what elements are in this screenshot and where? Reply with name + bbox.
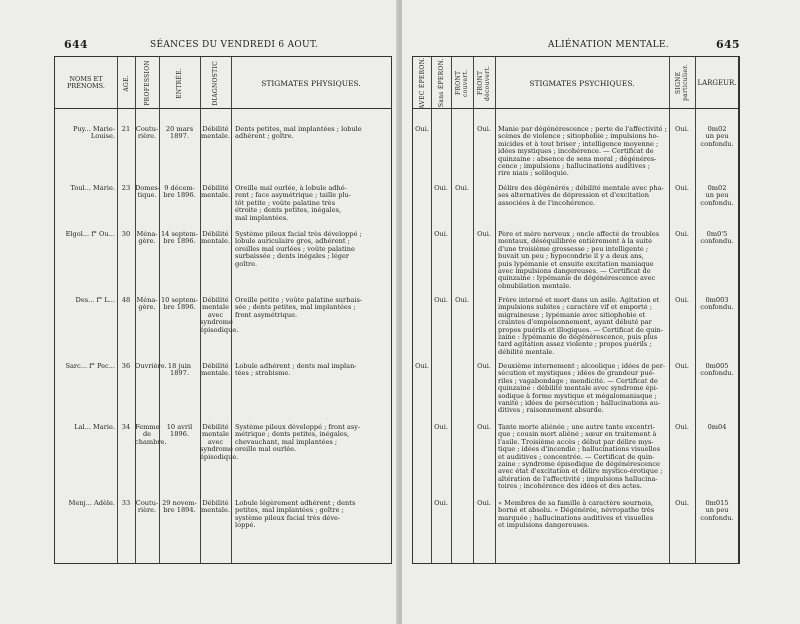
cell-entree: 29 novem- bre 1894. [162, 499, 197, 515]
cell-profession: Domes- tique. [135, 184, 161, 200]
cell-profession: Ména- gère. [136, 230, 158, 246]
cell-largeur: 0m015 un peu confondu. [700, 499, 734, 522]
cell-front-decouvert: Oui. [477, 423, 491, 431]
header-signe-particulier: SIGNE particulier. [675, 64, 689, 102]
cell-stigmates: Manie par dégénérescence ; perte de l'affectivité ; scènes de violence ; sitiophobie ; impulsions ho- micides et à tout briser ; intelligence moyenne ; idées mystiques ; incohérence. — Certificat de quinzaine : absence de sens moral ; dégénéres- cence ; impulsions ; hallucinations auditives ; rire niais ; soliloquie. [498, 125, 667, 178]
left-page-number: 644 [64, 38, 88, 51]
cell-nom: Lal... Marie. [74, 423, 115, 431]
cell-age: 23 [121, 184, 131, 192]
cell-sans-eperon: Oui. [434, 296, 448, 304]
cell-front-decouvert: Oui. [477, 230, 491, 238]
cell-nom: Elgol... f° Ou... [65, 230, 115, 238]
cell-stigmates: Système pileux développé ; front asy- métrique ; dents petites, inégales, chevauchant, mal implantées ; oreille mal ourlée. [235, 423, 361, 454]
cell-stigmates: Oreille mal ourlée, à lobule adhé- rent ; face asymétrique ; taille plu- tôt petite ; voûte palatine très étroite ; dents petites, inégales, mal implantées. [235, 184, 352, 222]
cell-diagnostic: Débilité mentale. [200, 499, 231, 515]
cell-front-couvert: Oui. [455, 296, 469, 304]
cell-stigmates: Dents petites, mal implantées ; lobule adhérent ; goître. [235, 125, 362, 141]
header-profession: PROFESSION [143, 60, 151, 106]
cell-profession: Coutu- rière. [135, 125, 159, 141]
cell-sans-eperon: Oui. [434, 184, 448, 192]
cell-stigmates: Lobule légèrement adhérent ; dents petites, mal implantées ; goître ; système pileux facial très déve- loppé. [235, 499, 356, 530]
cell-front-couvert: Oui. [455, 184, 469, 192]
cell-entree: 20 mars 1897. [165, 125, 194, 141]
cell-front-decouvert: Oui. [477, 362, 491, 370]
header-noms: NOMS ET PRÉNOMS. [67, 75, 105, 90]
right-page-number: 645 [716, 38, 740, 51]
cell-front-decouvert: Oui. [477, 499, 491, 507]
cell-entree: 18 juin 1897. [167, 362, 192, 378]
header-largeur: LARGEUR. [697, 78, 737, 87]
cell-entree: 9 décem- bre 1896. [163, 184, 196, 200]
header-sans-eperon: Sans ÉPERON. [437, 58, 445, 108]
cell-diagnostic: Débilité mentale avec syndrome épisodique. [200, 423, 239, 461]
header-entree: ENTRÉE. [176, 67, 183, 99]
cell-age: 33 [121, 499, 131, 507]
right-page [402, 0, 800, 624]
cell-nom: Puy... Marie- Louise. [73, 125, 115, 141]
cell-stigmates: Lobule adhérent ; dents mal implan- tées ; strabisme. [235, 362, 357, 378]
cell-entree: 10 avril 1896. [166, 423, 193, 439]
cell-stigmates: Système pileux facial très développé ; lobule auriculaire gros, adhérent ; oreilles mal ourlées ; voûte palatine surbaissée ; dents inégales ; léger goître. [235, 230, 362, 268]
cell-signe: Oui. [675, 184, 689, 192]
cell-stigmates: Deuxième internement ; alcoolique ; idées de per- sécution et mystiques ; idées de grandeur pué- riles ; vagabondage ; mendicité. — Certificat de quinzaine : débilité mentale avec syndrome épi- sodique à forme mystique et mégalomaniaque ; vanité ; idées de persécution ; hallucinations au- ditives ; raisonnement absurde. [498, 362, 666, 415]
cell-profession: Coutu- rière. [135, 499, 159, 515]
cell-largeur: 0m0'5 confondu. [700, 230, 734, 246]
cell-nom: Des... f° L... [75, 296, 115, 304]
cell-diagnostic: Débilité mentale. [200, 230, 231, 246]
cell-nom: Sarc... f° Pec... [65, 362, 115, 370]
cell-avec-eperon: Oui. [415, 362, 429, 370]
cell-entree: 10 septem- bre 1896. [160, 296, 199, 312]
cell-stigmates: « Membres de sa famille à caractère sournois, borné et absolu. » Dégénérée, névropathe très marquée ; hallucinations auditives et visuelles et impulsions dangereuses. [498, 499, 655, 530]
cell-signe: Oui. [675, 499, 689, 507]
right-running-head: ALIÉNATION MENTALE. [548, 40, 669, 50]
cell-stigmates: Délire des dégénérés ; débilité mentale avec pha- ses alternatives de dépression et d'excitation associées à de l'incohérence. [498, 184, 664, 207]
cell-signe: Oui. [675, 362, 689, 370]
cell-age: 34 [121, 423, 131, 431]
cell-sans-eperon: Oui. [434, 499, 448, 507]
cell-largeur: 0m04 [707, 423, 727, 431]
cell-diagnostic: Débilité mentale. [200, 125, 231, 141]
cell-stigmates: Frère interné et mort dans un asile. Agitation et impulsions subites ; caractère vif et emporté ; migraineuse ; lypémanie avec sitiophobie et craintes d'empoisonnement, ayant débuté par propos puérils et illogiques. — Certificat de quin- zaine : lypémanie de dégénérescence, puis plus tard agitation assez violente ; propos puérils ; débilité mentale. [498, 296, 664, 356]
cell-stigmates: Père et mère nerveux ; oncle affecté de troubles mentaux, déséquilibrée entièrement à la suite d'une troisième grossesse ; peu intelligente ; buvait un peu ; hypocondrie il y a deux ans, puis lypémanie et ensuite excitation maniaque avec impulsions dangereuses. — Certificat de quinzaine : lypémanie de dégénérescence avec obnubilation mentale. [498, 230, 660, 290]
cell-age: 36 [121, 362, 131, 370]
header-avec-eperon: AVEC ÉPERON. [418, 57, 426, 109]
physical-stigmata-table [54, 56, 392, 564]
cell-diagnostic: Débilité mentale avec syndrome épisodique. [200, 296, 239, 334]
cell-age: 21 [121, 125, 131, 133]
left-page [0, 0, 398, 624]
header-stigmates-psychiques: STIGMATES PSYCHIQUES. [529, 78, 635, 88]
cell-age: 30 [121, 230, 131, 238]
header-diagnostic: DIAGNOSTIC [212, 60, 219, 106]
cell-largeur: 0m005 confondu. [700, 362, 734, 378]
cell-stigmates: Tante morte aliénée ; une autre tante excentri- que ; cousin mort aliéné ; sœur en traitement à l'asile. Troisième accès ; début par délire mys- tique ; idées d'incendie ; hallucinations visuelles et auditives ; concentrée. — Certificat de quin- zaine : syndrome épisodique de dégénérescence avec état d'excitation et délire mystico-érotique ; altération de l'affectivité ; impulsions hallucina- toires ; incohérence des idées et des actes. [498, 423, 663, 491]
cell-profession: Ouvrière. [135, 362, 167, 370]
cell-largeur: 0m02 un peu confondu. [700, 125, 734, 148]
cell-avec-eperon: Oui. [415, 125, 429, 133]
psychic-stigmata-table [412, 56, 740, 564]
cell-profession: Ména- gère. [136, 296, 158, 312]
header-age: AGE. [122, 74, 130, 92]
cell-nom: Menj... Adèle. [68, 499, 115, 507]
cell-signe: Oui. [675, 125, 689, 133]
cell-diagnostic: Débilité mentale. [200, 184, 231, 200]
left-running-head: SÉANCES DU VENDREDI 6 AOUT. [150, 40, 319, 50]
cell-diagnostic: Débilité mentale. [200, 362, 231, 378]
cell-nom: Toul... Marie. [70, 184, 115, 192]
cell-front-decouvert: Oui. [477, 125, 491, 133]
cell-largeur: 0m02 un peu confondu. [700, 184, 734, 207]
cell-sans-eperon: Oui. [434, 423, 448, 431]
header-stigmates-physiques: STIGMATES PHYSIQUES. [261, 78, 361, 88]
cell-stigmates: Oreille petite ; voûte palatine surbais- sée ; dents petites, mal implantées ; front asymétrique. [235, 296, 363, 319]
cell-entree: 14 septem- bre 1896. [160, 230, 199, 246]
cell-sans-eperon: Oui. [434, 230, 448, 238]
cell-signe: Oui. [675, 230, 689, 238]
cell-signe: Oui. [675, 296, 689, 304]
header-front-couvert: FRONT couvert. [455, 69, 469, 97]
header-front-decouvert: FRONT découvert. [477, 65, 491, 101]
cell-largeur: 0m003 confondu. [700, 296, 734, 312]
cell-profession: Femme de chambre. [135, 423, 167, 446]
cell-signe: Oui. [675, 423, 689, 431]
cell-age: 48 [121, 296, 131, 304]
